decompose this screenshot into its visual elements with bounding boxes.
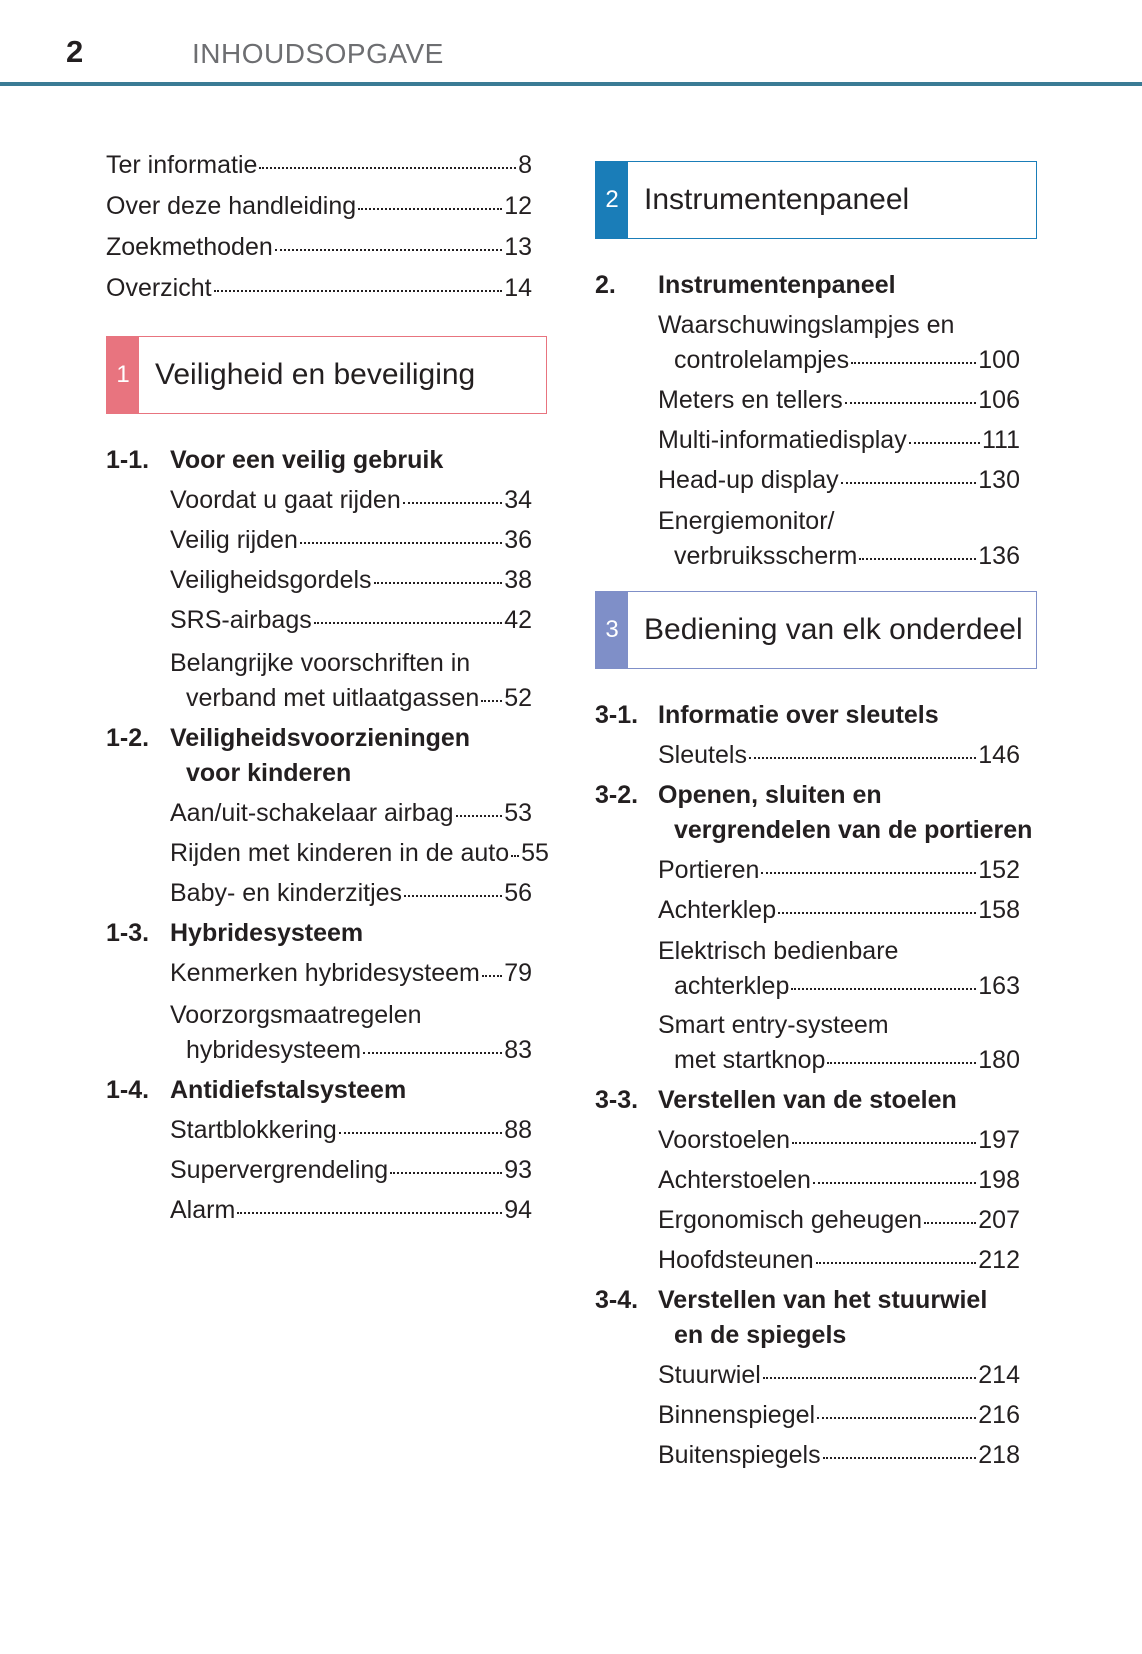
toc-entry[interactable] [658, 895, 1020, 925]
toc-entry-label: Ter informatie [106, 151, 258, 179]
toc-entry-label-line1: Waarschuwingslampjes en [658, 311, 955, 339]
toc-entry-page: 197 [978, 1126, 1020, 1154]
toc-entry-label: Rijden met kinderen in de auto [170, 839, 510, 867]
leader-dots [816, 1262, 977, 1264]
toc-entry-label: Hoofdsteunen [658, 1246, 814, 1274]
toc-entry-label: Multi-informatiedisplay [658, 426, 907, 454]
toc-entry[interactable] [658, 1440, 1020, 1470]
toc-entry[interactable] [658, 1205, 1020, 1235]
toc-entry-label-line1: Voorzorgsmaatregelen [170, 1001, 422, 1029]
toc-entry[interactable] [170, 1155, 532, 1185]
toc-entry[interactable] [674, 541, 1020, 571]
toc-entry[interactable] [170, 525, 532, 555]
toc-entry-page: 93 [504, 1156, 532, 1184]
chapter-title: Hybridesysteem [170, 919, 364, 947]
toc-entry-page: 83 [504, 1036, 532, 1064]
toc-entry[interactable] [658, 740, 1020, 770]
toc-entry[interactable] [170, 878, 532, 908]
toc-entry-label-line1: Energiemonitor/ [658, 507, 835, 535]
leader-dots [403, 502, 502, 504]
toc-entry-page: 14 [504, 274, 532, 302]
chapter-number: 2. [595, 271, 616, 299]
toc-entry-page: 79 [504, 959, 532, 987]
toc-entry[interactable] [170, 605, 532, 635]
leader-dots [275, 249, 502, 251]
toc-entry-label-line2: hybridesysteem [186, 1036, 362, 1064]
leader-dots [482, 975, 502, 977]
chapter-title: Antidiefstalsysteem [170, 1076, 407, 1104]
toc-entry[interactable] [170, 485, 532, 515]
toc-entry-label-line2: controlelampjes [674, 346, 850, 374]
toc-entry[interactable] [170, 565, 532, 595]
chapter-number: 1-4. [106, 1076, 150, 1104]
toc-entry[interactable] [170, 1195, 532, 1225]
toc-entry-label: Startblokkering [170, 1116, 337, 1144]
chapter-title: Instrumentenpaneel [658, 271, 896, 299]
chapter-number: 3-3. [595, 1086, 639, 1114]
toc-entry-page: 36 [504, 526, 532, 554]
leader-dots [339, 1132, 502, 1134]
leader-dots [792, 1142, 976, 1144]
leader-dots [456, 815, 503, 817]
toc-entry-label: Supervergrendeling [170, 1156, 389, 1184]
toc-entry-page: 38 [504, 566, 532, 594]
leader-dots [481, 700, 502, 702]
header-rule [0, 82, 1142, 86]
toc-entry-page: 56 [504, 879, 532, 907]
toc-entry-label: Ergonomisch geheugen [658, 1206, 923, 1234]
toc-entry-label-line1: Belangrijke voorschriften in [170, 649, 471, 677]
toc-entry[interactable] [658, 1165, 1020, 1195]
toc-entry-label: Meters en tellers [658, 386, 843, 414]
section-number: 1 [107, 337, 139, 413]
leader-dots [214, 290, 503, 292]
toc-entry[interactable] [106, 191, 532, 221]
toc-entry[interactable] [674, 1045, 1020, 1075]
chapter-number: 3-1. [595, 701, 639, 729]
toc-entry-page: 12 [504, 192, 532, 220]
chapter-title-line2: en de spiegels [674, 1321, 847, 1349]
toc-entry-page: 216 [978, 1401, 1020, 1429]
leader-dots [823, 1457, 977, 1459]
leader-dots [817, 1417, 976, 1419]
leader-dots [841, 482, 977, 484]
toc-entry-page: 130 [978, 466, 1020, 494]
leader-dots [511, 855, 519, 857]
toc-entry-page: 53 [504, 799, 532, 827]
leader-dots [763, 1377, 976, 1379]
leader-dots [374, 582, 503, 584]
toc-entry-page: 42 [504, 606, 532, 634]
toc-entry-label-line2: achterklep [674, 972, 790, 1000]
toc-entry-label-line2: verbruiksscherm [674, 542, 858, 570]
toc-entry-page: 212 [978, 1246, 1020, 1274]
toc-entry-label: Alarm [170, 1196, 236, 1224]
section-number: 3 [596, 592, 628, 668]
toc-entry[interactable] [658, 465, 1020, 495]
leader-dots [845, 402, 976, 404]
toc-entry-page: 88 [504, 1116, 532, 1144]
section-number: 2 [596, 162, 628, 238]
toc-entry-label: Kenmerken hybridesysteem [170, 959, 480, 987]
section-title: Veiligheid en beveiliging [155, 358, 476, 391]
section-title: Bediening van elk onderdeel [644, 613, 1023, 646]
toc-entry[interactable] [658, 855, 1020, 885]
section-header[interactable] [106, 336, 547, 414]
toc-entry[interactable] [106, 232, 532, 262]
toc-entry-page: 52 [504, 684, 532, 712]
toc-entry-page: 198 [978, 1166, 1020, 1194]
toc-entry[interactable] [170, 958, 532, 988]
toc-entry-label: Veilig rijden [170, 526, 298, 554]
chapter-title: Voor een veilig gebruik [170, 446, 444, 474]
chapter-number: 3-2. [595, 781, 639, 809]
toc-entry-page: 152 [978, 856, 1020, 884]
leader-dots [390, 1172, 502, 1174]
toc-entry-page: 106 [978, 386, 1020, 414]
leader-dots [358, 208, 502, 210]
leader-dots [827, 1062, 976, 1064]
chapter-number: 1-3. [106, 919, 150, 947]
toc-entry-page: 207 [978, 1206, 1020, 1234]
leader-dots [778, 912, 976, 914]
leader-dots [909, 442, 980, 444]
toc-entry-page: 111 [981, 426, 1020, 454]
leader-dots [859, 558, 976, 560]
leader-dots [259, 167, 516, 169]
toc-entry-label: Buitenspiegels [658, 1441, 821, 1469]
toc-entry-page: 94 [504, 1196, 532, 1224]
toc-entry[interactable] [674, 971, 1020, 1001]
page-number: 2 [66, 34, 84, 69]
leader-dots [851, 362, 976, 364]
toc-entry-page: 8 [518, 151, 532, 179]
toc-entry[interactable] [170, 798, 532, 828]
chapter-number: 1-2. [106, 724, 150, 752]
toc-entry[interactable] [186, 1035, 532, 1065]
toc-entry-page: 100 [978, 346, 1020, 374]
toc-entry[interactable] [106, 150, 532, 180]
toc-entry-label: Sleutels [658, 741, 747, 769]
page-header [0, 0, 1142, 88]
leader-dots [813, 1182, 976, 1184]
leader-dots [363, 1052, 502, 1054]
leader-dots [791, 988, 976, 990]
toc-entry-label-line2: met startknop [674, 1046, 826, 1074]
toc-entry[interactable] [658, 1360, 1020, 1390]
toc-entry-label: Over deze handleiding [106, 192, 357, 220]
toc-entry-page: 214 [978, 1361, 1020, 1389]
toc-entry-label: Binnenspiegel [658, 1401, 816, 1429]
toc-entry-label-line1: Smart entry-systeem [658, 1011, 889, 1039]
leader-dots [761, 872, 976, 874]
chapter-number: 3-4. [595, 1286, 639, 1314]
toc-entry-label: Overzicht [106, 274, 212, 302]
toc-entry-label: Baby- en kinderzitjes [170, 879, 403, 907]
toc-entry-label: Aan/uit-schakelaar airbag [170, 799, 454, 827]
toc-entry[interactable] [658, 425, 1020, 455]
toc-entry-label: SRS-airbags [170, 606, 312, 634]
leader-dots [404, 895, 502, 897]
leader-dots [314, 622, 502, 624]
chapter-title: Veiligheidsvoorzieningen [170, 724, 471, 752]
toc-entry-page: 34 [504, 486, 532, 514]
toc-entry[interactable] [658, 1245, 1020, 1275]
toc-entry-label: Portieren [658, 856, 760, 884]
chapter-number: 1-1. [106, 446, 150, 474]
chapter-title: Verstellen van de stoelen [658, 1086, 957, 1114]
toc-entry[interactable] [658, 1400, 1020, 1430]
toc-entry-page: 158 [978, 896, 1020, 924]
page-title: INHOUDSOPGAVE [192, 38, 444, 69]
toc-entry-label: Achterklep [658, 896, 777, 924]
toc-entry-label: Veiligheidsgordels [170, 566, 372, 594]
section-header[interactable] [595, 161, 1037, 239]
toc-entry-page: 146 [978, 741, 1020, 769]
toc-entry-page: 13 [504, 233, 532, 261]
chapter-title: Verstellen van het stuurwiel [658, 1286, 988, 1314]
toc-entry-label: Zoekmethoden [106, 233, 273, 261]
chapter-title: Informatie over sleutels [658, 701, 939, 729]
toc-entry-page: 55 [521, 839, 549, 867]
toc-entry-label-line1: Elektrisch bedienbare [658, 937, 899, 965]
toc-entry-label: Achterstoelen [658, 1166, 811, 1194]
toc-entry[interactable] [186, 683, 532, 713]
toc-entry-label: Voorstoelen [658, 1126, 791, 1154]
toc-entry[interactable] [106, 273, 532, 303]
toc-entry-label-line2: verband met uitlaatgassen [186, 684, 480, 712]
leader-dots [300, 542, 502, 544]
section-header[interactable] [595, 591, 1037, 669]
toc-entry-label: Head-up display [658, 466, 839, 494]
toc-entry[interactable] [658, 1125, 1020, 1155]
toc-entry-page: 136 [978, 542, 1020, 570]
toc-entry-page: 180 [978, 1046, 1020, 1074]
section-title: Instrumentenpaneel [644, 183, 910, 216]
toc-entry-label: Stuurwiel [658, 1361, 761, 1389]
toc-entry[interactable] [658, 385, 1020, 415]
toc-entry-label: Voordat u gaat rijden [170, 486, 401, 514]
toc-entry[interactable] [170, 1115, 532, 1145]
toc-entry-page: 218 [978, 1441, 1020, 1469]
leader-dots [237, 1212, 502, 1214]
toc-entry[interactable] [170, 838, 549, 868]
chapter-title-line2: voor kinderen [186, 759, 352, 787]
toc-entry[interactable] [674, 345, 1020, 375]
leader-dots [924, 1222, 976, 1224]
chapter-title: Openen, sluiten en [658, 781, 882, 809]
leader-dots [749, 757, 976, 759]
chapter-title-line2: vergrendelen van de portieren [674, 816, 1033, 844]
toc-entry-page: 163 [978, 972, 1020, 1000]
